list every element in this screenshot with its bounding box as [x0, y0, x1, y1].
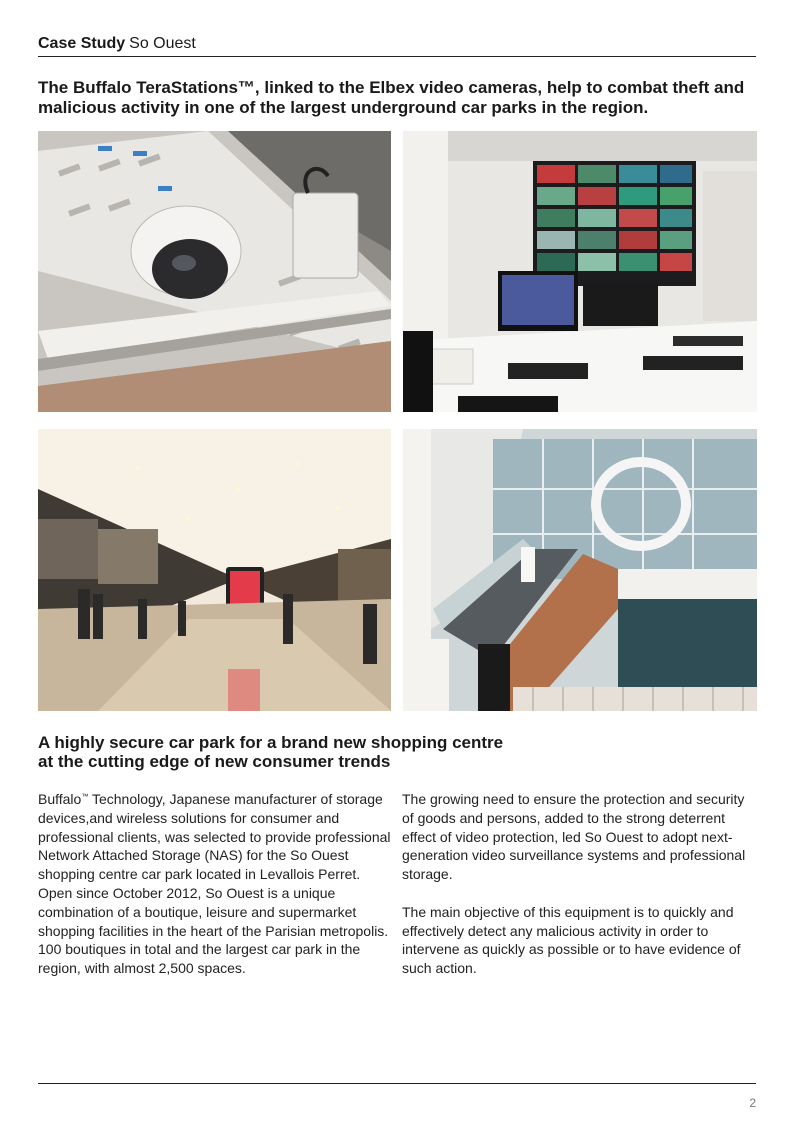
right-paragraph-1: The growing need to ensure the protection and security of goods and persons, added to the strong deterrent effect of video protection, led So Ouest to adopt next-generation video surveillance systems and professional storage.: [402, 791, 746, 883]
page-header: [38, 35, 756, 57]
escalator-atrium-photo: [403, 429, 757, 711]
left-paragraph: [38, 790, 394, 978]
section-heading-line-2: at the cutting edge of new consumer trends: [38, 752, 391, 771]
case-study-subject: So Ouest: [129, 35, 196, 52]
intro-heading: The Buffalo TeraStations™, linked to the Elbex video cameras, help to combat theft and malicious activity in one of the largest underground car parks in the region.: [38, 78, 745, 117]
dome-camera-photo: [38, 131, 391, 412]
right-paragraph-2: The main objective of this equipment is to quickly and effectively detect any malicious activity in order to intervene as quickly as possible or to have evidence of such action.: [402, 903, 741, 977]
trademark-symbol: ™: [81, 793, 89, 801]
control-room-photo: [403, 131, 757, 412]
mall-corridor-photo: [38, 429, 391, 711]
page-number: 2: [749, 1096, 756, 1110]
brand-name: Buffalo: [38, 791, 82, 807]
section-heading: [38, 733, 598, 771]
left-paragraph-text: Technology, Japanese manufacturer of storage devices,and wireless solutions for consumer and professional clients, was selected to provide professional Network Attached Storage (NAS) for the So Ouest shopping centre car park located in Levallois Perret. Open since October 2012, So Ouest is a unique combination of a boutique, leisure and supermarket shopping facilities in the heart of the Parisian metropolis. 100 boutiques in total and the largest car park in the region, with almost 2,500 spaces.: [38, 791, 391, 977]
footer-rule: [38, 1083, 756, 1084]
right-column: [402, 790, 758, 978]
section-heading-line-1: A highly secure car park for a brand new shopping centre: [38, 733, 504, 752]
left-column: [38, 790, 394, 978]
case-study-label: Case Study: [38, 35, 126, 52]
